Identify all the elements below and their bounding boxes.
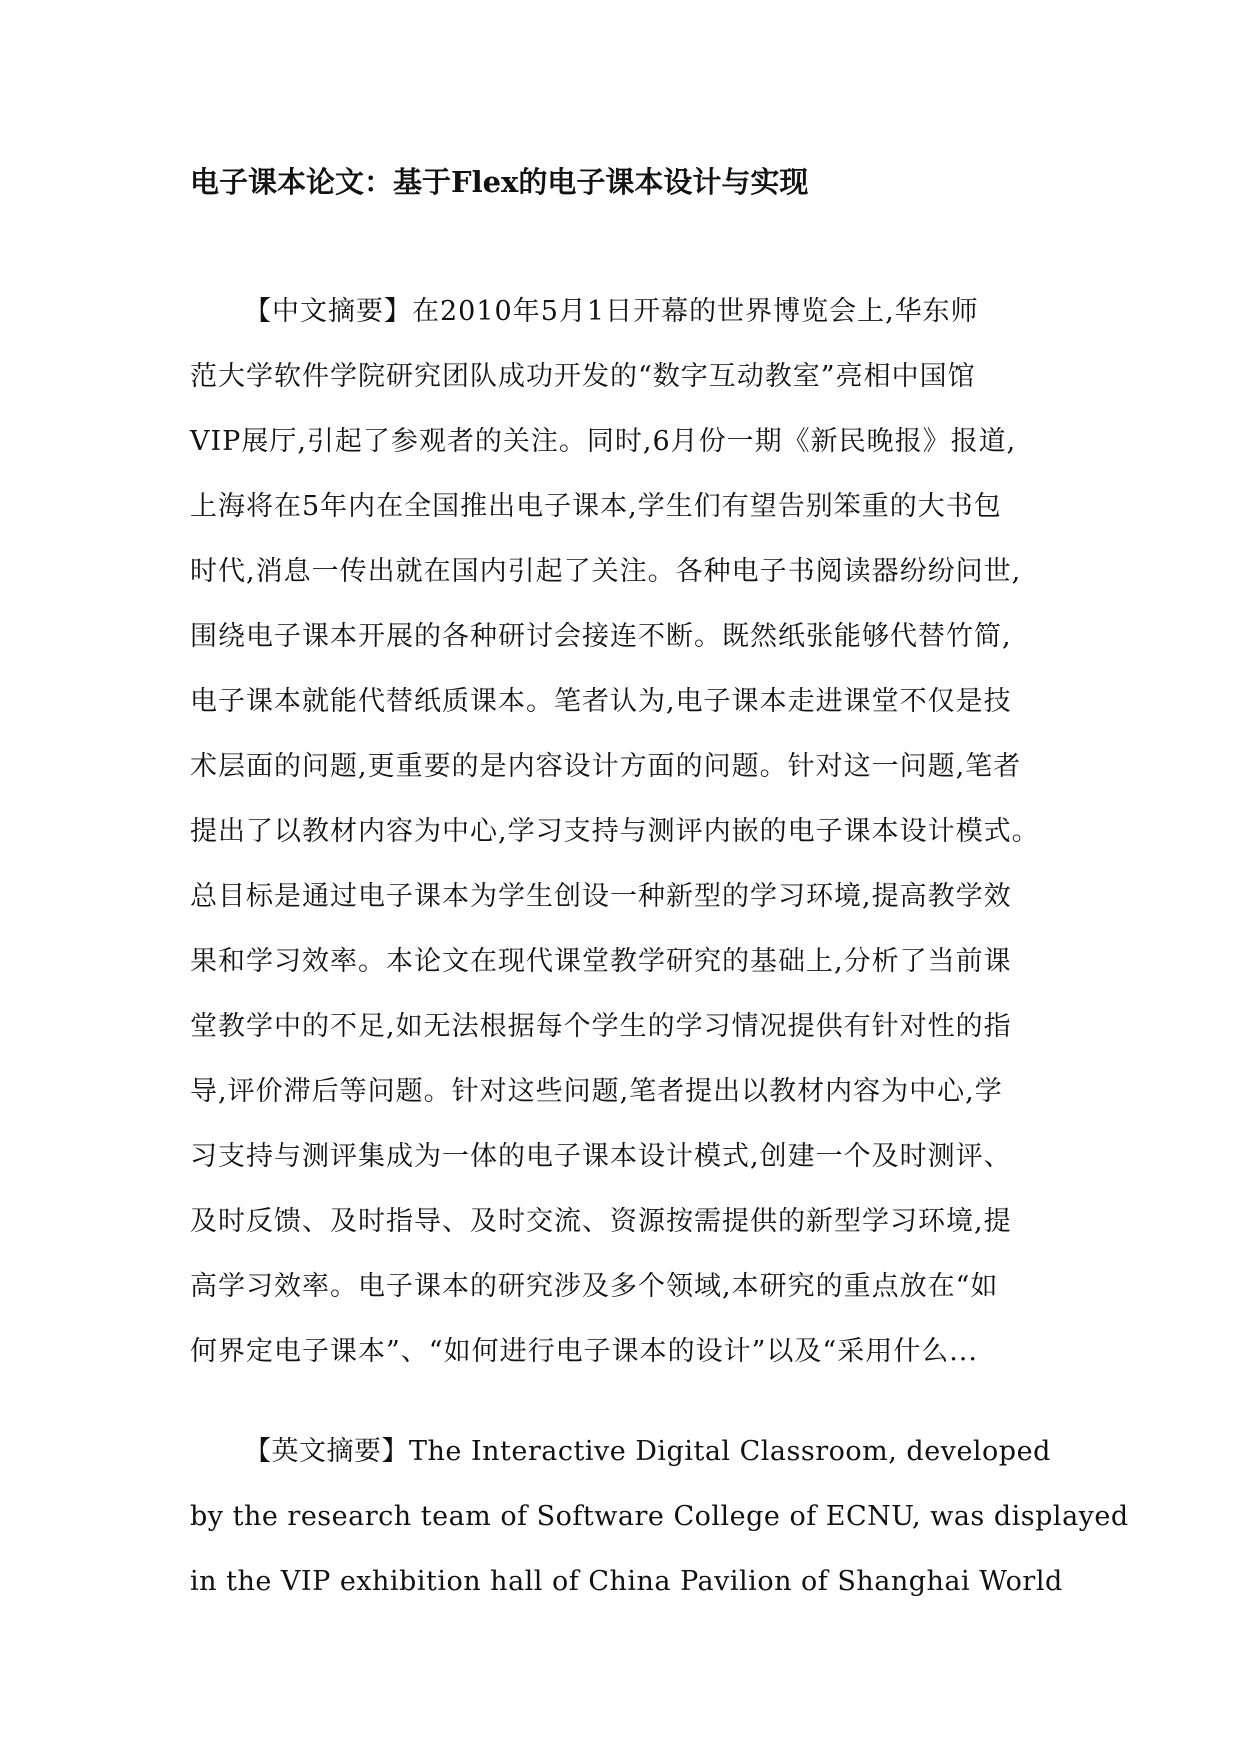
abstract-line: 及时反馈、及时指导、及时交流、资源按需提供的新型学习环境,提 — [190, 1206, 1012, 1237]
abstract-line: 范大学软件学院研究团队成功开发的“数字互动教室”亮相中国馆 — [190, 361, 976, 392]
abstract-line: 习支持与测评集成为一体的电子课本设计模式,创建一个及时测评、 — [190, 1141, 1012, 1172]
abstract-line: 术层面的问题,更重要的是内容设计方面的问题。针对这一问题,笔者 — [190, 751, 1022, 782]
abstract-line: 上海将在5年内在全国推出电子课本,学生们有望告别笨重的大书包 — [190, 491, 1002, 522]
abstract-line: in the VIP exhibition hall of China Pavilion of Shanghai World — [190, 1566, 1063, 1597]
abstract-line: 果和学习效率。本论文在现代课堂教学研究的基础上,分析了当前课 — [190, 946, 1012, 977]
abstract-line: by the research team of Software College of ECNU, was displayed — [190, 1501, 1129, 1532]
abstract-line: 围绕电子课本开展的各种研讨会接连不断。既然纸张能够代替竹简, — [190, 621, 1012, 652]
abstract-line: 总目标是通过电子课本为学生创设一种新型的学习环境,提高教学效 — [190, 881, 1012, 912]
abstract-line: 堂教学中的不足,如无法根据每个学生的学习情况提供有针对性的指 — [190, 1011, 1012, 1042]
abstract-line: VIP展厅,引起了参观者的关注。同时,6月份一期《新民晚报》报道, — [190, 426, 1017, 457]
document-title: 电子课本论文：基于Flex的电子课本设计与实现 — [190, 165, 809, 199]
abstract-line: 导,评价滞后等问题。针对这些问题,笔者提出以教材内容为中心,学 — [190, 1076, 1003, 1107]
abstract-line: 何界定电子课本”、“如何进行电子课本的设计”以及“采用什么... — [190, 1336, 978, 1367]
abstract-line: 提出了以教材内容为中心,学习支持与测评内嵌的电子课本设计模式。 — [190, 816, 1040, 847]
abstract-line: 高学习效率。电子课本的研究涉及多个领域,本研究的重点放在“如 — [190, 1271, 999, 1302]
abstract-line: 【英文摘要】The Interactive Digital Classroom, developed — [244, 1436, 1051, 1467]
abstract-line: 时代,消息一传出就在国内引起了关注。各种电子书阅读器纷纷问世, — [190, 556, 1022, 587]
english-abstract — [190, 1432, 1129, 1627]
abstract-line: 电子课本就能代替纸质课本。笔者认为,电子课本走进课堂不仅是技 — [190, 686, 1012, 717]
abstract-line: 【中文摘要】在2010年5月1日开幕的世界博览会上,华东师 — [244, 296, 979, 327]
chinese-abstract — [190, 292, 1070, 1397]
